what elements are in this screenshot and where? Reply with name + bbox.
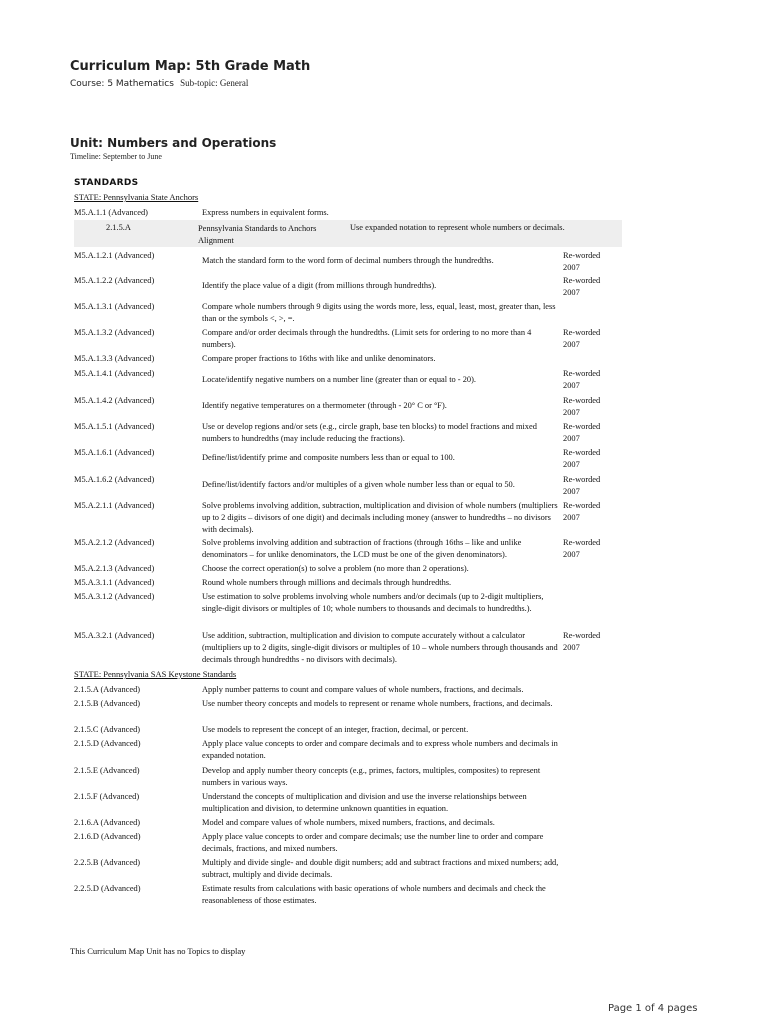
standard-code: 2.1.6.D (Advanced) (74, 832, 141, 841)
standard-note: Re-worded 2007 (563, 276, 601, 297)
standard-description: Solve problems involving addition and subtraction of fractions (through 16ths – like and unlike denominators – for unlike denominators, the LCD must be one of the given denominators). (202, 538, 522, 559)
standards-heading: STANDARDS (74, 178, 139, 188)
unit-timeline: Timeline: September to June (70, 152, 162, 161)
standard-description: Identify negative temperatures on a thermometer (through - 20° C or °F). (202, 401, 447, 410)
standard-description: Use or develop regions and/or sets (e.g., circle graph, base ten blocks) to model fractions and mixed numbers to hundredths (may include reducing the fractions). (202, 422, 537, 443)
standard-description: Choose the correct operation(s) to solve a problem (no more than 2 operations). (202, 564, 469, 573)
standard-description: Use models to represent the concept of an integer, fraction, decimal, or percent. (202, 725, 469, 734)
standard-code: M5.A.3.1.1 (Advanced) (74, 578, 155, 587)
document-title: Curriculum Map: 5th Grade Math (70, 59, 311, 74)
standard-note: Re-worded 2007 (563, 448, 601, 469)
standard-description: Develop and apply number theory concepts (e.g., primes, factors, multiples, composites) to represent numbers in various ways. (202, 766, 541, 787)
standard-description: Solve problems involving addition, subtraction, multiplication and division of whole numbers (multipliers up to 2 digits – divisors of one digit) and decimals including money (answer to hundredths – no divisors with decimals). (202, 501, 558, 534)
standard-description: Use addition, subtraction, multiplication and division to compute accurately without a calculator (multipliers up to 2 digits, single-digit divisors or multiples of 10 – whole numbers through thousands and decimals through hundredths - no divisors with decimals). (202, 631, 558, 664)
standard-code: M5.A.2.1.1 (Advanced) (74, 501, 155, 510)
standard-description: Estimate results from calculations with basic operations of whole numbers and decimals and check the reasonableness of those estimates. (202, 884, 546, 905)
standard-code: M5.A.2.1.2 (Advanced) (74, 538, 155, 547)
keystone-heading: STATE: Pennsylvania SAS Keystone Standards (74, 669, 237, 679)
standard-description: Apply place value concepts to order and compare decimals; use the number line to order and compare decimals, fractions, and mixed numbers. (202, 832, 544, 853)
standard-description: Locate/identify negative numbers on a number line (greater than or equal to - 20). (202, 375, 476, 384)
standard-description: Apply place value concepts to order and compare decimals and to express whole numbers and decimals in expanded notation. (202, 739, 558, 760)
standard-description: Use estimation to solve problems involving whole numbers and/or decimals (up to 2-digit multipliers, single-digit divisors or multiples of 10; whole numbers to thousands and decimals to hundredths.). (202, 592, 544, 613)
course-line (70, 78, 248, 89)
standard-note: Re-worded 2007 (563, 251, 601, 272)
standard-description: Model and compare values of whole numbers, mixed numbers, fractions, and decimals. (202, 818, 495, 827)
standard-code: 2.1.5.A (Advanced) (74, 685, 141, 694)
standard-code: 2.1.5.E (Advanced) (74, 766, 140, 775)
alignment-description: Use expanded notation to represent whole numbers or decimals. (350, 223, 565, 232)
standard-code: M5.A.2.1.3 (Advanced) (74, 564, 155, 573)
standard-note: Re-worded 2007 (563, 396, 601, 417)
alignment-code: 2.1.5.A (106, 223, 131, 232)
subtopic-label: Sub-topic: General (180, 78, 249, 88)
standard-code: 2.1.5.D (Advanced) (74, 739, 141, 748)
standard-code: M5.A.1.3.3 (Advanced) (74, 354, 155, 363)
standard-code: M5.A.1.3.2 (Advanced) (74, 328, 155, 337)
standard-code: M5.A.3.1.2 (Advanced) (74, 592, 155, 601)
standard-note: Re-worded 2007 (563, 369, 601, 390)
standard-code: 2.1.6.A (Advanced) (74, 818, 141, 827)
standard-code: 2.1.5.B (Advanced) (74, 699, 141, 708)
standard-description: Define/list/identify prime and composite numbers less than or equal to 100. (202, 453, 455, 462)
page-number: Page 1 of 4 pages (608, 1003, 698, 1014)
standard-note: Re-worded 2007 (563, 328, 601, 349)
standard-description: Apply number patterns to count and compare values of whole numbers, fractions, and decimals. (202, 685, 524, 694)
standard-description: Compare and/or order decimals through the hundredths. (Limit sets for ordering to no more than 4 numbers). (202, 328, 532, 349)
standard-code: M5.A.1.4.2 (Advanced) (74, 396, 155, 405)
standard-code: 2.2.5.B (Advanced) (74, 858, 141, 867)
no-topics-message: This Curriculum Map Unit has no Topics to display (70, 946, 246, 956)
standard-code: M5.A.1.6.2 (Advanced) (74, 475, 155, 484)
state-anchors-heading: STATE: Pennsylvania State Anchors (74, 192, 199, 202)
standard-description: Match the standard form to the word form of decimal numbers through the hundredths. (202, 256, 494, 265)
standard-code: M5.A.1.1 (Advanced) (74, 208, 148, 217)
standard-code: M5.A.1.6.1 (Advanced) (74, 448, 155, 457)
standard-description: Use number theory concepts and models to represent or rename whole numbers, fractions, and decimals. (202, 699, 553, 708)
standard-code: M5.A.1.2.2 (Advanced) (74, 276, 155, 285)
standard-note: Re-worded 2007 (563, 475, 601, 496)
standard-description: Understand the concepts of multiplication and division and use the inverse relationships between multiplication and division, to determine unknown quantities in equation. (202, 792, 527, 813)
standard-note: Re-worded 2007 (563, 631, 601, 652)
standard-description: Identify the place value of a digit (from millions through hundredths). (202, 281, 437, 290)
unit-title: Unit: Numbers and Operations (70, 136, 277, 150)
standard-note: Re-worded 2007 (563, 538, 601, 559)
standard-description: Define/list/identify factors and/or multiples of a given whole number less than or equal to 50. (202, 480, 515, 489)
standard-code: M5.A.3.2.1 (Advanced) (74, 631, 155, 640)
standard-description: Express numbers in equivalent forms. (202, 208, 329, 217)
course-label: Course: 5 Mathematics (70, 79, 174, 89)
standard-description: Multiply and divide single- and double digit numbers; add and subtract fractions and mixed numbers; add, subtract, multiply and divide decimals. (202, 858, 559, 879)
standard-code: M5.A.1.2.1 (Advanced) (74, 251, 155, 260)
standard-description: Compare proper fractions to 16ths with like and unlike denominators. (202, 354, 436, 363)
standard-description: Round whole numbers through millions and decimals through hundredths. (202, 578, 452, 587)
alignment-label: Pennsylvania Standards to Anchors Alignment (198, 224, 317, 245)
standard-description: Compare whole numbers through 9 digits using the words more, less, equal, least, most, greater than, less than or the symbols <, >, =. (202, 302, 556, 323)
standard-code: 2.1.5.F (Advanced) (74, 792, 140, 801)
standard-code: M5.A.1.4.1 (Advanced) (74, 369, 155, 378)
standard-code: M5.A.1.3.1 (Advanced) (74, 302, 155, 311)
standard-code: M5.A.1.5.1 (Advanced) (74, 422, 155, 431)
alignment-box (74, 220, 622, 247)
standard-note: Re-worded 2007 (563, 501, 601, 522)
standard-note: Re-worded 2007 (563, 422, 601, 443)
standard-code: 2.2.5.D (Advanced) (74, 884, 141, 893)
standard-code: 2.1.5.C (Advanced) (74, 725, 141, 734)
